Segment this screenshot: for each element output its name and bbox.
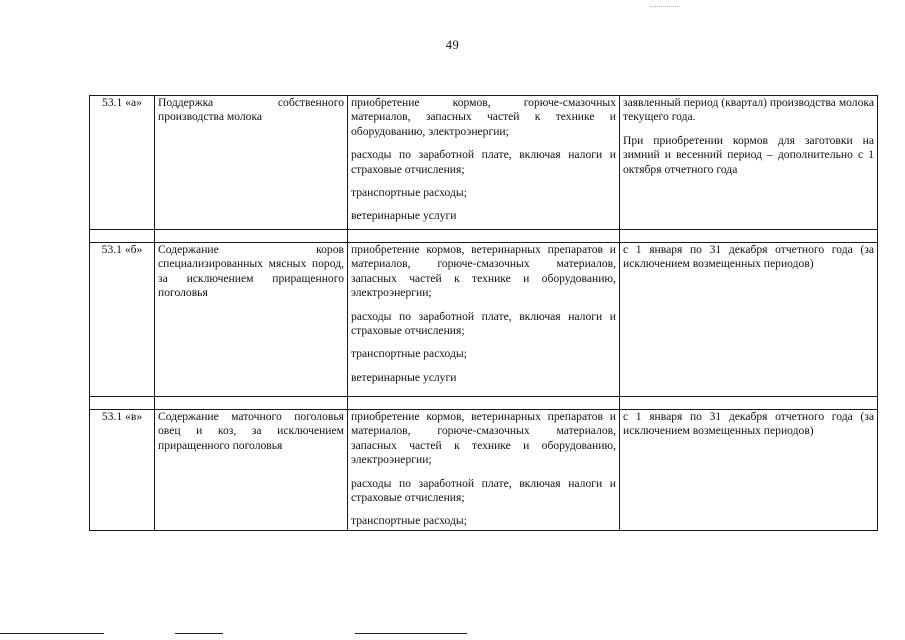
footer-rule: [0, 633, 104, 634]
period-text: При приобретении кормов для заготовки на зимний и весенний период – дополнительно с 1 октября отчетного года: [623, 133, 874, 176]
table-row: [90, 96, 878, 230]
page-number: 49: [445, 38, 460, 52]
row-expense-items: [348, 410, 620, 531]
table-spacer-row: [90, 397, 878, 410]
expense-item: приобретение кормов, ветеринарных препаратов и материалов, горюче-смазочных материалов, запасных частей к технике и оборудованию, электроэнергии;: [351, 410, 616, 467]
row-period: [620, 410, 878, 531]
expense-item: ветеринарные услуги: [351, 370, 457, 384]
subsidy-table: [89, 95, 878, 531]
expense-item: расходы по заработной плате, включая налоги и страховые отчисления;: [351, 148, 616, 176]
expense-item: расходы по заработной плате, включая налоги и страховые отчисления;: [351, 309, 616, 338]
row-expense-items: [348, 96, 620, 230]
expense-item: транспортные расходы;: [351, 186, 467, 200]
row-code: 53.1 «а»: [90, 96, 155, 230]
row-expense-items: [348, 243, 620, 397]
table-row: [90, 243, 878, 397]
scan-artifact: [650, 6, 680, 7]
row-name: Поддержка собственного производства молока: [155, 96, 348, 230]
row-period: [620, 96, 878, 230]
expense-item: транспортные расходы;: [351, 514, 467, 528]
row-code: 53.1 «б»: [90, 243, 155, 397]
footer-rule: [355, 633, 467, 634]
expense-item: приобретение кормов, горюче-смазочных материалов, запасных частей к технике и оборудованию, электроэнергии;: [351, 96, 616, 138]
expense-item: ветеринарные услуги: [351, 209, 457, 223]
period-text: с 1 января по 31 декабря отчетного года (за исключением возмещенных периодов): [623, 410, 874, 438]
period-text: заявленный период (квартал) производства молока текущего года.: [623, 96, 874, 124]
expense-item: расходы по заработной плате, включая налоги и страховые отчисления;: [351, 476, 616, 505]
row-period: [620, 243, 878, 397]
row-name: Содержание маточного поголовья овец и коз, за исключением приращенного поголовья: [155, 410, 348, 531]
footer-rule: [175, 633, 223, 634]
period-text: с 1 января по 31 декабря отчетного года (за исключением возмещенных периодов): [623, 243, 874, 271]
table-row: [90, 410, 878, 531]
expense-item: транспортные расходы;: [351, 347, 467, 361]
table-spacer-row: [90, 230, 878, 243]
expense-item: приобретение кормов, ветеринарных препаратов и материалов, горюче-смазочных материалов, запасных частей к технике и оборудованию, электроэнергии;: [351, 243, 616, 300]
row-code: 53.1 «в»: [90, 410, 155, 531]
row-name: Содержание коров специализированных мясных пород, за исключением приращенного поголовья: [155, 243, 348, 397]
